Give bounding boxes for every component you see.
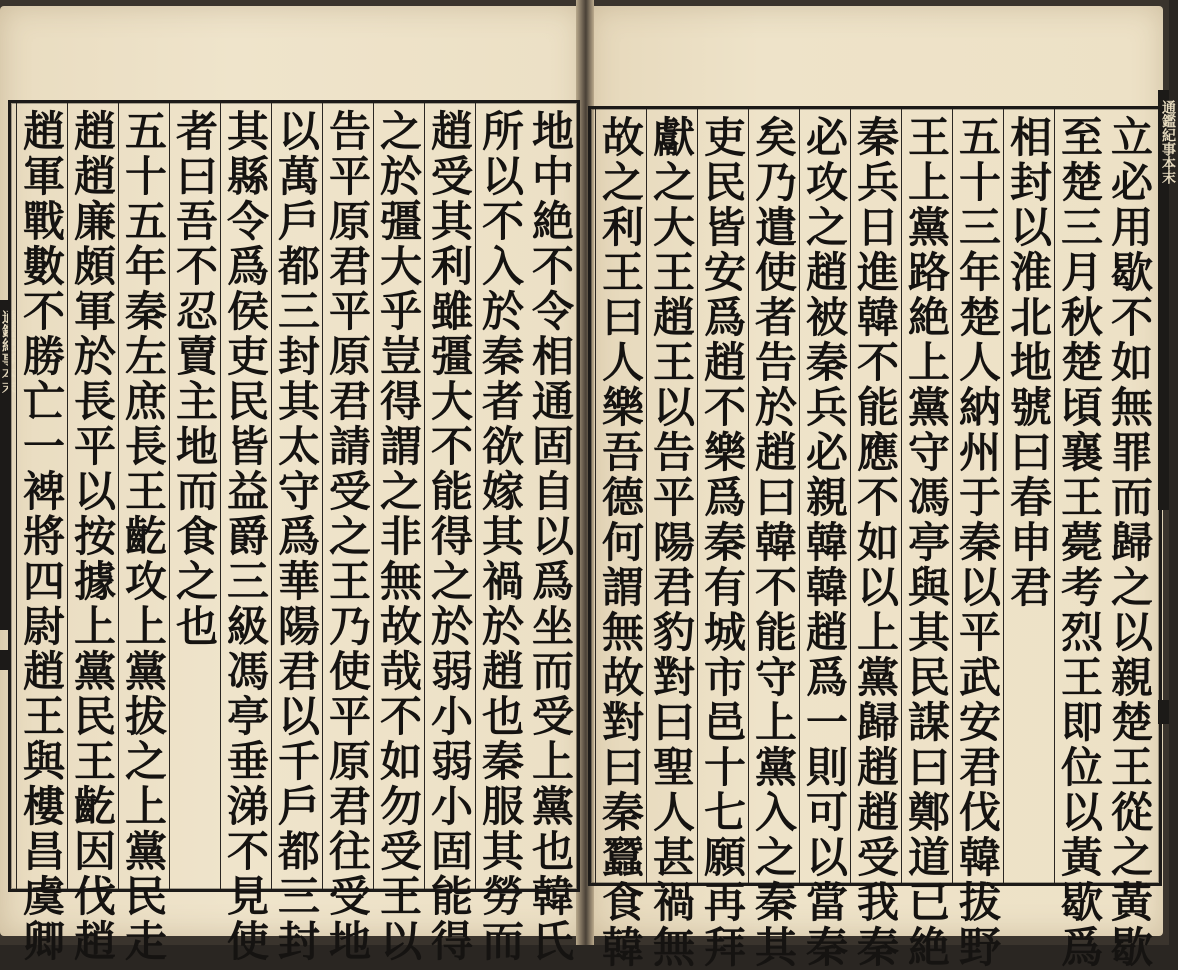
column-text: 相封以淮北地號曰春申君 <box>1004 115 1053 610</box>
text-column <box>1003 109 1052 883</box>
text-column <box>118 103 168 964</box>
column-text: 五十五年秦左庶長王齕攻上黨拔之上黨民走 <box>119 109 168 964</box>
text-column <box>67 103 117 964</box>
column-text: 必攻之趙被秦兵必親韓韓趙爲一則可以當秦 <box>800 115 849 970</box>
column-text: 秦兵日進韓不能應不如以上黨歸趙趙受我秦 <box>851 115 900 970</box>
column-text: 五十三年楚人納州于秦以平武安君伐韓拔野 <box>953 115 1002 970</box>
text-column <box>322 103 372 964</box>
right-margin-label: 通鑑紀事本末 <box>1160 100 1176 184</box>
column-text: 至楚三月秋楚頃襄王薨考烈王即位以黃歇爲 <box>1055 115 1104 970</box>
text-column <box>850 109 900 970</box>
text-column <box>526 103 575 964</box>
right-text-frame <box>588 106 1162 970</box>
column-text: 立必用歇不如無罪而歸之以親楚王從之黃歇 <box>1105 115 1154 970</box>
column-text: 王上黨路絶上黨守馮亭與其民謀曰鄭道已絶 <box>902 115 951 970</box>
column-text: 者曰吾不忍賣主地而食之也 <box>170 109 219 649</box>
column-text: 趙趙廉頗軍於長平以按據上黨民王齕因伐趙 <box>68 109 117 964</box>
text-column <box>646 109 696 970</box>
text-column <box>748 109 798 970</box>
left-margin-label: 通鑑紀事本末 <box>0 310 16 394</box>
text-column <box>595 109 645 970</box>
text-column <box>271 103 321 964</box>
column-text: 趙受其利雖彊大不能得之於弱小弱小固能得 <box>425 109 474 964</box>
column-text: 趙軍戰數不勝亡一裨將四尉趙王與樓昌虞卿 <box>17 109 66 964</box>
text-column <box>220 103 270 964</box>
text-column <box>424 103 474 964</box>
text-column <box>16 103 66 964</box>
text-column <box>1054 109 1104 970</box>
column-text: 矣乃遣使者告於趙曰韓不能守上黨入之秦其 <box>749 115 798 970</box>
column-text: 告平原君平原君請受之王乃使平原君往受地 <box>323 109 372 964</box>
text-column <box>901 109 951 970</box>
text-column <box>697 109 747 970</box>
column-text: 故之利王曰人樂吾德何謂無故對曰秦蠶食韓 <box>596 115 645 970</box>
text-column <box>373 103 423 964</box>
left-text-frame <box>8 100 580 964</box>
text-column <box>799 109 849 970</box>
column-text: 所以不入於秦者欲嫁其禍於趙也秦服其勞而 <box>476 109 525 964</box>
column-text: 以萬戶都三封其太守爲華陽君以千戶都三封 <box>272 109 321 964</box>
text-column <box>1105 109 1154 970</box>
column-text: 之於彊大乎豈得謂之非無故哉不如勿受王以 <box>374 109 423 964</box>
column-text: 地中絶不令相通固自以爲坐而受上黨也韓氏 <box>526 109 575 964</box>
column-text: 獻之大王趙王以告平陽君豹對曰聖人甚禍無 <box>647 115 696 970</box>
column-text: 吏民皆安爲趙不樂爲秦有城市邑十七願再拜 <box>698 115 747 970</box>
text-column <box>475 103 525 964</box>
text-column <box>169 103 218 889</box>
text-column <box>952 109 1002 970</box>
column-text: 其縣令爲侯吏民皆益爵三級馮亭垂涕不見使 <box>221 109 270 964</box>
